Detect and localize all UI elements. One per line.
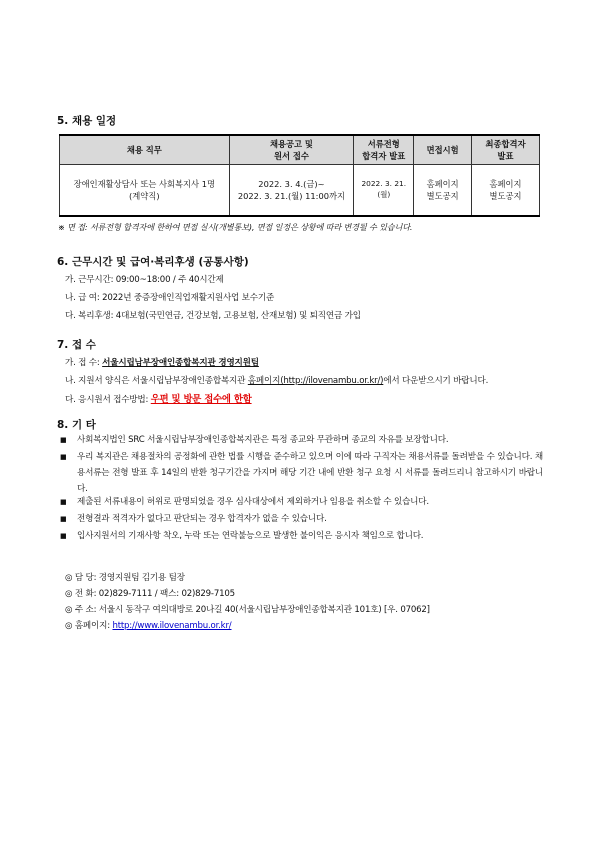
homepage-link[interactable]: 홈페이지(http://ilovenambu.or.kr/) xyxy=(247,376,384,386)
cell-final-result: 홈페이지 별도공지 xyxy=(472,165,540,217)
notice-item: 입사지원서의 기재사항 착오, 누락 또는 연락불능으로 발생한 불이익은 응시자 책임으로 합니다. xyxy=(77,531,424,541)
bullet-icon: ■ xyxy=(60,515,67,523)
notice-item: 제출된 서류내용이 허위로 판명되었을 경우 심사대상에서 제외하거나 임용을 취소할 수 있습니다. xyxy=(77,497,429,507)
header-apply: 채용공고 및 원서 접수 xyxy=(229,135,354,165)
cell-apply: 2022. 3. 4.(금)~ 2022. 3. 21.(월) 11:00까지 xyxy=(229,165,354,217)
reception-office: 서울시립남부장애인종합복지관 경영지원팀 xyxy=(102,358,259,368)
bullet-icon: ■ xyxy=(60,436,67,444)
bullet-icon: ■ xyxy=(60,532,67,540)
cell-interview: 홈페이지 별도공지 xyxy=(414,165,472,217)
header-interview: 면접시험 xyxy=(414,135,472,165)
header-final-result: 최종합격자 발표 xyxy=(472,135,540,165)
contact-person: ◎ 담 당: 경영지원팀 김기용 팀장 xyxy=(65,573,185,583)
cell-doc-result: 2022. 3. 21.(월) xyxy=(354,165,414,217)
contact-homepage: ◎ 홈페이지: http://www.ilovenambu.or.kr/ xyxy=(65,621,232,631)
form-download-item: 나. 지원서 양식은 서울시립남부장애인종합복지관 홈페이지(http://ilovenambu.or.kr/)에서 다운받으시기 바랍니다. xyxy=(65,376,489,386)
benefits-item: 다. 복리후생: 4대보험(국민연금, 건강보험, 고용보험, 산재보험) 및 퇴직연금 가입 xyxy=(65,311,361,321)
header-job: 채용 직무 xyxy=(60,135,230,165)
bullet-icon: ■ xyxy=(60,453,67,461)
bullet-icon: ■ xyxy=(60,498,67,506)
section-5-heading: 5. 채용 일정 xyxy=(57,115,117,127)
recruitment-schedule-table xyxy=(59,134,540,217)
notice-item: 우리 복지관은 채용절차의 공정화에 관한 법률 시행을 준수하고 있으며 이에 따라 구직자는 채용서류를 돌려받을 수 있습니다. 채용서류는 전형 발표 후 14일의 반환 청구기간을 가지며 해당 기간 내에 반환 청구 요청 시 서류를 돌려드리니 참고하시기 바랍니다. xyxy=(77,452,543,494)
interview-note: ※ 면 접: 서류전형 합격자에 한하여 면접 실시(개별통보), 면접 일정은 상황에 따라 변경될 수 있습니다. xyxy=(58,222,413,232)
contact-phone: ◎ 전 화: 02)829-7111 / 팩스: 02)829-7105 xyxy=(65,589,235,599)
notice-item: 전형결과 적격자가 없다고 판단되는 경우 합격자가 없을 수 있습니다. xyxy=(77,514,327,524)
work-hours-item: 가. 근무시간: 09:00~18:00 / 주 40시간제 xyxy=(65,275,224,285)
notice-item: 사회복지법인 SRC 서울시립남부장애인종합복지관은 특정 종교와 무관하며 종교의 자유를 보장합니다. xyxy=(77,435,449,445)
salary-item: 나. 급 여: 2022년 중증장애인직업재활지원사업 보수기준 xyxy=(65,293,275,303)
header-doc-result: 서류전형 합격자 발표 xyxy=(354,135,414,165)
cell-job: 장애인재활상담사 또는 사회복지사 1명 (계약직) xyxy=(60,165,230,217)
contact-address: ◎ 주 소: 서울시 동작구 여의대방로 20나길 40(서울시립남부장애인종합복지관 101호) [우. 07062] xyxy=(65,605,430,615)
section-7-heading: 7. 접 수 xyxy=(57,339,96,351)
reception-item: 가. 접 수: 서울시립남부장애인종합복지관 경영지원팀 xyxy=(65,358,259,368)
section-6-heading: 6. 근무시간 및 급여·복리후생 (공통사항) xyxy=(57,256,249,268)
homepage-url-link[interactable]: http://www.ilovenambu.or.kr/ xyxy=(112,621,232,631)
submission-method-item: 다. 응시원서 접수방법: 우편 및 방문 접수에 한함 xyxy=(65,394,252,405)
section-8-heading: 8. 기 타 xyxy=(57,419,96,431)
submission-method: 우편 및 방문 접수에 한함 xyxy=(150,394,252,405)
